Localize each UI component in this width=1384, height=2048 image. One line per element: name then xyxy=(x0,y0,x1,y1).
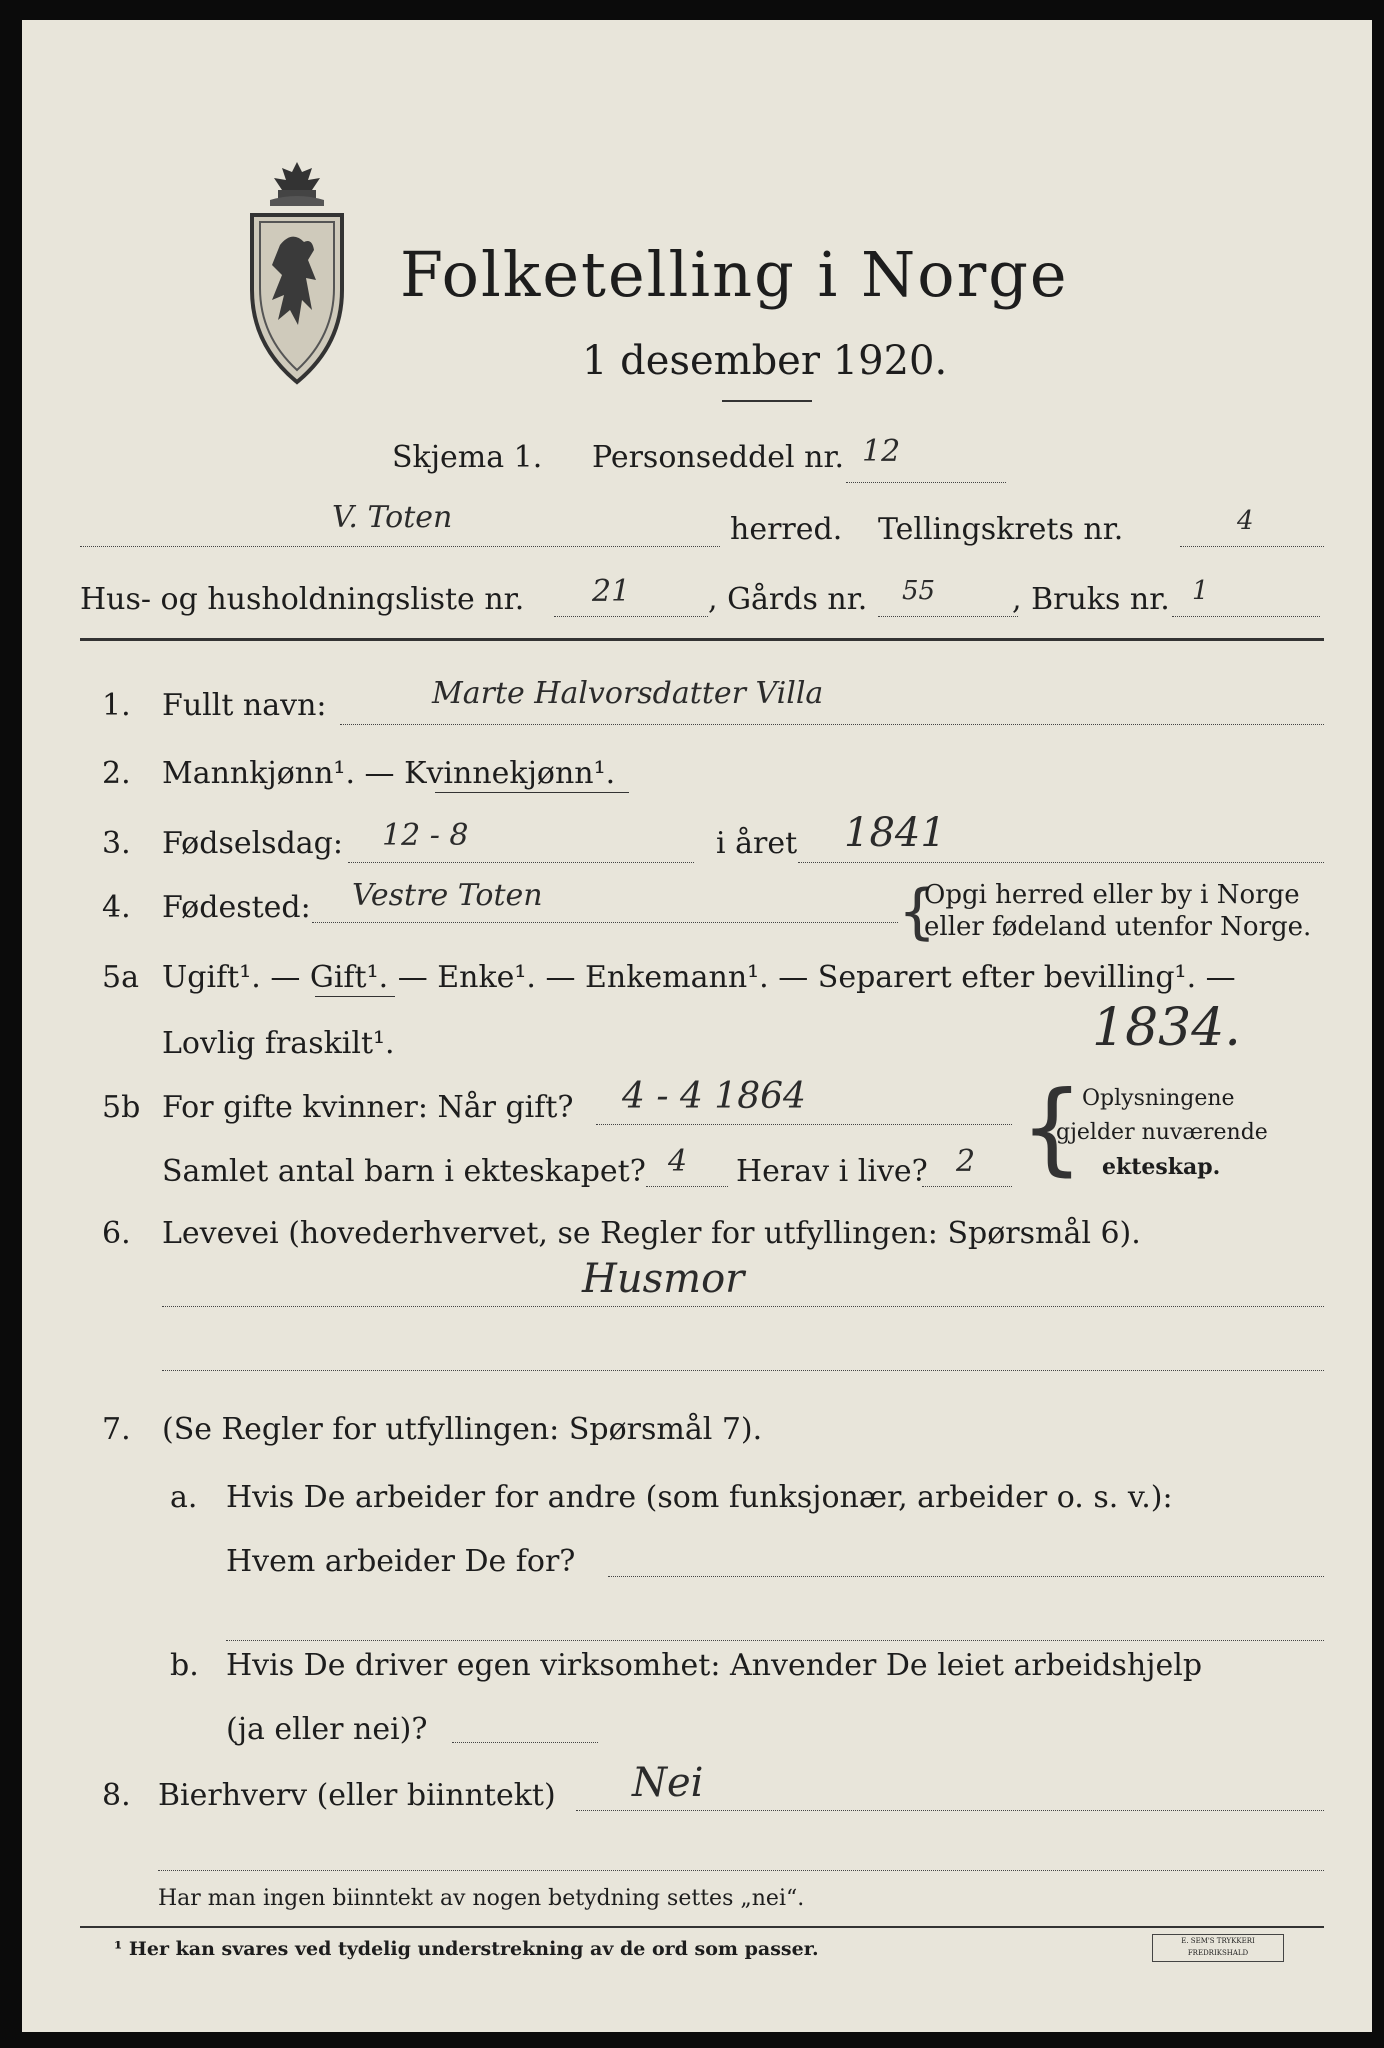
q8-label: Bierhverv (eller biinntekt) xyxy=(158,1778,556,1813)
q3-year-line xyxy=(798,862,1324,863)
q5b-children-label: Samlet antal barn i ekteskapet? xyxy=(162,1154,646,1189)
q5b-children-value[interactable]: 4 xyxy=(668,1144,688,1179)
q7a-line2-blank[interactable] xyxy=(226,1640,1324,1641)
page-title: Folketelling i Norge xyxy=(400,238,1069,311)
q2-label: Mannkjønn¹. — Kvinnekjønn¹. xyxy=(162,756,616,791)
census-date: 1 desember 1920. xyxy=(582,338,948,384)
herred-label: herred. xyxy=(730,512,843,547)
kvinnekjonn-underline xyxy=(435,792,629,793)
tellingskrets-label: Tellingskrets nr. xyxy=(878,512,1124,547)
coat-of-arms-icon xyxy=(242,160,352,385)
q6-number: 6. xyxy=(102,1216,131,1251)
q5b-brace: { xyxy=(1020,1069,1084,1186)
q7a-line[interactable] xyxy=(608,1576,1324,1577)
q5a-line1: Ugift¹. — Gift¹. — Enke¹. — Enkemann¹. — Separert efter bevilling¹. — xyxy=(162,960,1236,995)
q8-value[interactable]: Nei xyxy=(632,1760,704,1806)
hus-label: Hus- og husholdningsliste nr. xyxy=(80,582,525,617)
footnote: ¹ Her kan svares ved tydelig understrekning av de ord som passer. xyxy=(114,1938,819,1960)
tellingskrets-value[interactable]: 4 xyxy=(1237,506,1254,536)
q4-brace: { xyxy=(898,877,937,947)
q3-year-label: i året xyxy=(716,826,798,861)
q7a-line2: Hvem arbeider De for? xyxy=(226,1544,576,1579)
q5a-number: 5a xyxy=(102,960,139,995)
q4-note-line1: Opgi herred eller by i Norge xyxy=(924,880,1300,910)
q3-year-value[interactable]: 1841 xyxy=(844,810,946,856)
skjema-label: Skjema 1. xyxy=(392,440,543,475)
q5b-note-line2: gjelder nuværende xyxy=(1056,1120,1268,1145)
q3-birthday-value[interactable]: 12 - 8 xyxy=(382,818,469,853)
bruks-label: , Bruks nr. xyxy=(1012,582,1170,617)
q7b-line[interactable] xyxy=(452,1742,598,1743)
personseddel-label: Personseddel nr. xyxy=(592,440,845,475)
printer-stamp: E. SEM'S TRYKKERI FREDRIKSHALD xyxy=(1152,1934,1284,1962)
q3-number: 3. xyxy=(102,826,131,861)
tellingskrets-line xyxy=(1180,546,1324,547)
footer-divider xyxy=(80,1926,1324,1928)
bruks-line xyxy=(1172,616,1320,617)
q7b-number: b. xyxy=(170,1648,199,1683)
q8-number: 8. xyxy=(102,1778,131,1813)
q4-line xyxy=(312,922,898,923)
q5b-children-line xyxy=(646,1186,728,1187)
q4-label: Fødested: xyxy=(162,890,311,925)
q6-occupation-value[interactable]: Husmor xyxy=(582,1256,745,1302)
gift-underline xyxy=(315,996,395,997)
q3-line xyxy=(348,862,694,863)
herred-line xyxy=(80,546,720,547)
hus-value[interactable]: 21 xyxy=(592,574,631,609)
q5b-note-line3: ekteskap. xyxy=(1102,1154,1221,1180)
q5b-alive-label: Herav i live? xyxy=(736,1154,928,1189)
herred-value[interactable]: V. Toten xyxy=(332,500,453,535)
q5b-alive-line xyxy=(922,1186,1012,1187)
q1-number: 1. xyxy=(102,688,131,723)
title-divider xyxy=(722,400,812,402)
q5a-line2: Lovlig fraskilt¹. xyxy=(162,1026,395,1061)
q6-label: Levevei (hovederhvervet, se Regler for utfyllingen: Spørsmål 6). xyxy=(162,1216,1141,1251)
q4-birthplace-value[interactable]: Vestre Toten xyxy=(352,878,543,913)
bruks-value[interactable]: 1 xyxy=(1192,576,1209,606)
q1-full-name-value[interactable]: Marte Halvorsdatter Villa xyxy=(432,676,824,711)
gards-value[interactable]: 55 xyxy=(902,576,936,606)
q7-number: 7. xyxy=(102,1412,131,1447)
q5b-alive-value[interactable]: 2 xyxy=(956,1144,976,1179)
q7a-number: a. xyxy=(170,1480,198,1515)
q6-line2 xyxy=(162,1370,1324,1371)
q7b-line1: Hvis De driver egen virksomhet: Anvender De leiet arbeidshjelp xyxy=(226,1648,1203,1683)
q6-line1 xyxy=(162,1306,1324,1307)
q7-label: (Se Regler for utfyllingen: Spørsmål 7). xyxy=(162,1412,763,1447)
hus-line xyxy=(554,616,708,617)
q5b-label: For gifte kvinner: Når gift? xyxy=(162,1090,574,1125)
q2-number: 2. xyxy=(102,756,131,791)
q7b-line2: (ja eller nei)? xyxy=(226,1712,428,1747)
q7a-line1: Hvis De arbeider for andre (som funksjonær, arbeider o. s. v.): xyxy=(226,1480,1173,1515)
gards-label: , Gårds nr. xyxy=(708,582,868,617)
q1-label: Fullt navn: xyxy=(162,688,327,723)
q8-line2 xyxy=(158,1870,1324,1871)
q5b-married-value[interactable]: 4 - 4 1864 xyxy=(622,1076,806,1117)
census-form-page xyxy=(22,20,1372,2032)
q5b-number: 5b xyxy=(102,1090,141,1125)
personseddel-line xyxy=(846,482,1006,483)
q8-line xyxy=(576,1810,1324,1811)
q4-note-line2: eller fødeland utenfor Norge. xyxy=(924,912,1312,942)
section-divider xyxy=(80,638,1324,641)
gards-line xyxy=(878,616,1018,617)
q1-line xyxy=(340,724,1324,725)
footer-note: Har man ingen biinntekt av nogen betydning settes „nei“. xyxy=(158,1886,805,1911)
q5b-line xyxy=(596,1124,1012,1125)
personseddel-value[interactable]: 12 xyxy=(862,434,901,469)
q4-number: 4. xyxy=(102,890,131,925)
q5b-note-line1: Oplysningene xyxy=(1082,1086,1235,1111)
q3-label: Fødselsdag: xyxy=(162,826,343,861)
q5a-margin-note: 1834. xyxy=(1092,998,1241,1058)
